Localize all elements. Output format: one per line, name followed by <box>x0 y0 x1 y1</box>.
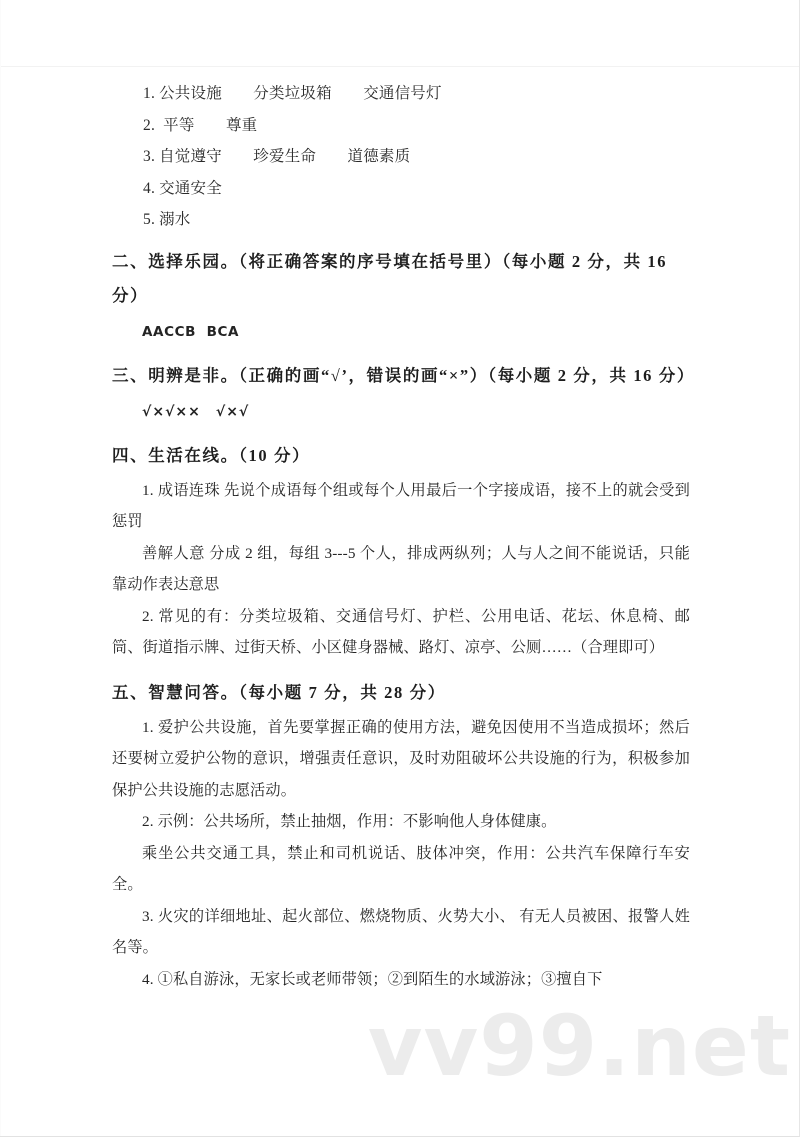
section-heading-3: 三、明辨是非。（正确的画“√’，错误的画“×”）（每小题 2 分，共 16 分） <box>112 365 695 385</box>
answer-paragraph: 4. ①私自游泳，无家长或老师带领；②到陌生的水域游泳；③擅自下 <box>142 970 603 988</box>
fill-answer-item: 1. 公共设施 分类垃圾箱 交通信号灯 <box>143 85 442 102</box>
fill-answer-item: 4. 交通安全 <box>143 179 222 197</box>
answer-paragraph: 2. 常见的有：分类垃圾箱、交通信号灯、护栏、公用电话、花坛、休息椅、邮筒、街道指示牌、过街天桥、小区健身器械、路灯、凉亭、公厕……（合理即可） <box>112 607 690 656</box>
fill-answer-item: 5. 溺水 <box>143 211 191 228</box>
section-heading-2: 二、选择乐园。（将正确答案的序号填在括号里）（每小题 2 分，共 16 分） <box>112 251 673 305</box>
scan-top-edge <box>0 66 800 67</box>
fill-answer-item: 3. 自觉遵守 珍爱生命 道德素质 <box>143 148 411 165</box>
answer-paragraph: 乘坐公共交通工具，禁止和司机说话、肢体冲突，作用：公共汽车保障行车安全。 <box>112 844 690 893</box>
answer-paragraph: 善解人意 分成 2 组，每组 3---5 个人，排成两纵列；人与人之间不能说话，只能靠动作表达意思 <box>112 544 690 593</box>
answer-paragraph: 1. 爱护公共设施，首先要掌握正确的使用方法，避免因使用不当造成损坏；然后还要树立爱护公物的意识，增强责任意识，及时劝阻破坏公共设施的行为，积极参加保护公共设施的志愿活动。 <box>112 718 690 799</box>
document-body <box>112 78 695 995</box>
section-heading-4: 四、生活在线。（10 分） <box>112 445 311 465</box>
answer-paragraph: 3. 火灾的详细地址、起火部位、燃烧物质、火势大小、 有无人员被困、报警人姓名等。 <box>112 907 690 956</box>
answer-key-3: √×√×× √×√ <box>142 403 250 420</box>
site-watermark: vv99.net <box>367 997 791 1095</box>
answer-paragraph: 1. 成语连珠 先说个成语每个组或每个人用最后一个字接成语，接不上的就会受到惩罚 <box>112 481 690 530</box>
section-heading-5: 五、智慧问答。（每小题 7 分，共 28 分） <box>112 682 446 702</box>
fill-answer-item: 2. 平等 尊重 <box>143 116 258 134</box>
answer-paragraph: 2. 示例：公共场所，禁止抽烟，作用：不影响他人身体健康。 <box>142 813 557 830</box>
answer-key-2: AACCB BCA <box>142 323 240 340</box>
scan-left-edge <box>0 0 1 1137</box>
